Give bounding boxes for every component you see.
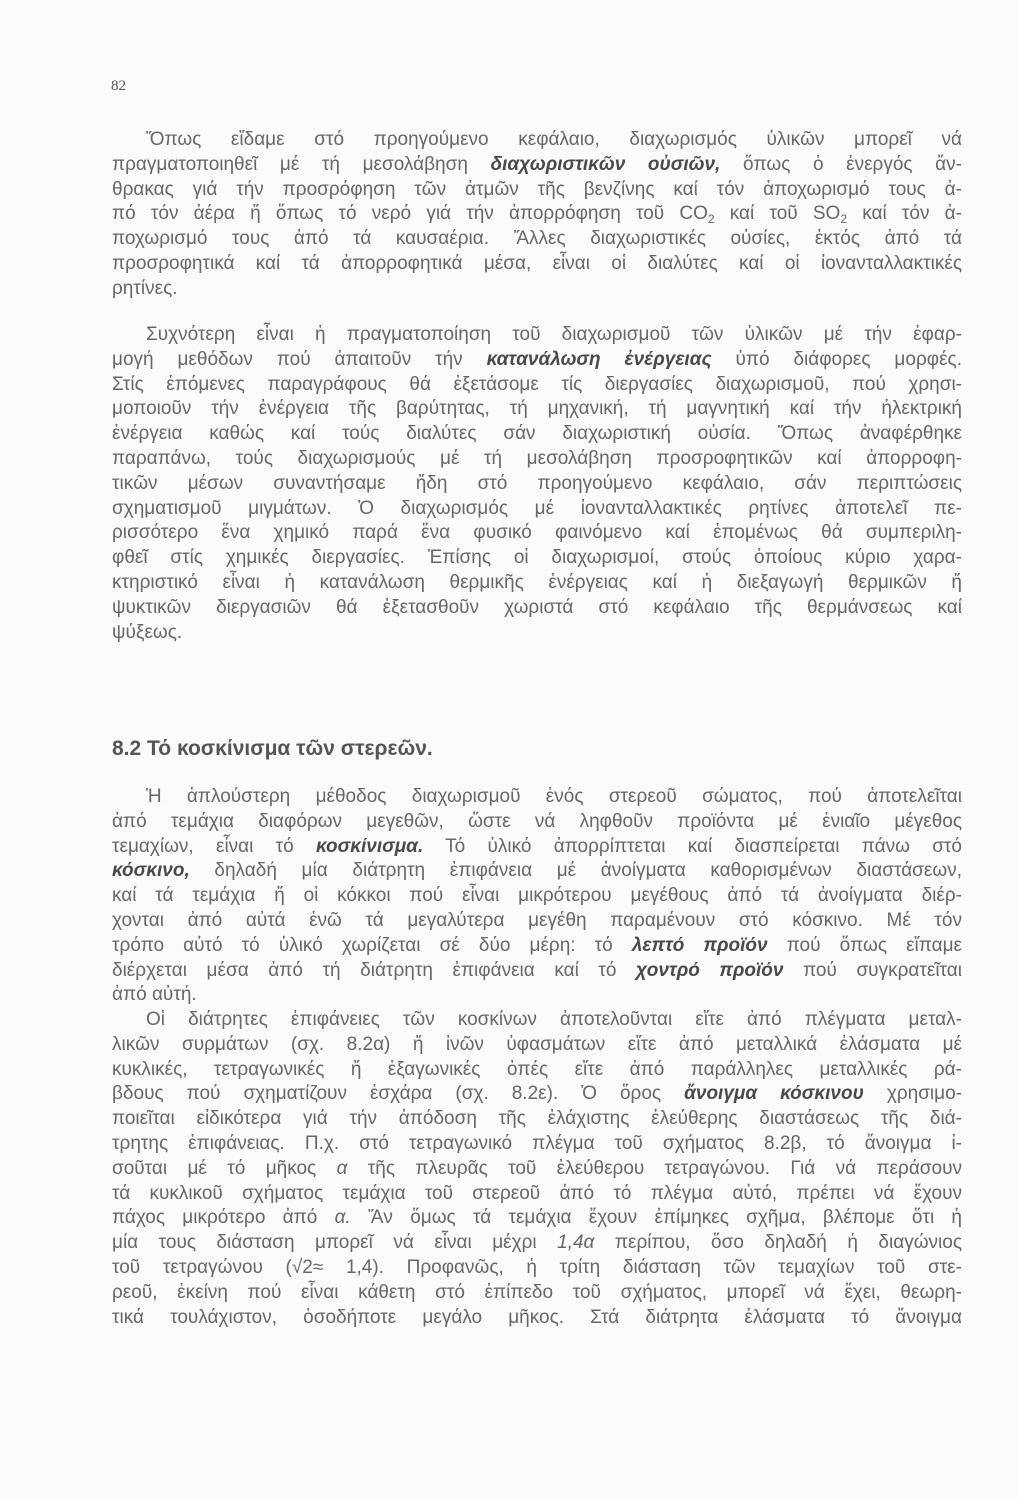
text-line [112,546,962,571]
text-line [112,785,962,810]
text-line [112,1082,962,1107]
text-line [112,1231,962,1256]
text-line [112,348,962,373]
text-segment: Ἄν ὅμως τά τεμάχια ἔχουν ἐπίμηκες σχῆμα, βλέπομε ὅτι ἡ [350,1207,962,1229]
text-segment: χρησιμο- [863,1083,962,1105]
text-segment: Οἱ διάτρητες ἐπιφάνειες τῶν κοσκίνων ἀποτελοῦνται εἴτε ἀπό πλέγματα μεταλ- [146,1009,962,1030]
text-segment: φθεῖ στίς χημικές διεργασίες. Ἐπίσης οἱ διαχωρισμοί, στούς ὁποίους κύριο χαρα- [112,547,962,569]
text-segment: τικῶν μέσων συναντήσαμε ἤδη στό προηγούμενο κεφάλαιο, σάν περιπτώσεις [112,472,962,494]
text-line [112,983,962,1008]
text-segment: σχηματισμοῦ μιγμάτων. Ὁ διαχωρισμός μέ ἰονανταλλακτικές ρητίνες ἀποτελεῖ πε- [112,497,962,519]
text-segment: ψυκτικῶν διεργασιῶν θά ἐξετασθοῦν χωριστά στό κεφάλαιο τῆς θερμάνσεως καί [112,596,962,618]
text-line [112,153,962,178]
text-segment: ποιεῖται εἰδικότερα γιά τήν ἀπόδοση τῆς ἐλάχιστης ἐλεύθερης διαστάσεως τῆς διά- [112,1108,962,1130]
text-segment: ποχωρισμό τους ἀπό τά καυσαέρια. Ἄλλες διαχωριστικές οὐσίες, ἐκτός ἀπό τά [112,228,962,250]
text-segment: ἐνέργεια καθώς καί τούς διαλύτες σάν διαχωριστική οὐσία. Ὅπως ἀναφέρθηκε [112,423,962,445]
text-segment: καί τοῦ SO [714,203,841,225]
text-segment: τικά τουλάχιστον, ὁσοδήποτε μεγάλο μῆκος. Στά διάτρητα ἐλάσματα τό ἄνοιγμα [112,1306,962,1328]
text-line [112,934,962,959]
emphasized-term: διαχωριστικῶν οὐσιῶν, [490,153,721,175]
text-segment: τά κυκλικοῦ σχήματος τεμάχια τοῦ στερεοῦ ἀπό τό πλέγμα αὐτό, πρέπει νά ἔχουν [112,1182,962,1204]
text-line [112,252,962,277]
text-line [112,1281,962,1306]
text-segment: βδους πού σχηματίζουν ἐσχάρα (σχ. 8.2ε). Ὁ ὅρος [112,1083,685,1105]
text-segment: μία τους διάσταση μπορεῖ νά εἶναι μέχρι [112,1232,558,1254]
text-line [112,497,962,522]
text-segment: πάχος μικρότερο ἀπό [112,1207,335,1229]
text-line [112,1157,962,1182]
text-segment: προσροφητικά καί τά ἀπορροφητικά μέσα, εἶναι οἱ διαλύτες καί οἱ ἰονανταλλακτικές [112,252,962,274]
text-segment: ἀπό τεμάχια διαφόρων μεγεθῶν, ὥστε νά ληφθοῦν προϊόντα μέ ἑνιαῖο μέγεθος [112,810,962,832]
text-line [112,835,962,860]
text-line [112,1008,962,1033]
text-line [112,909,962,934]
text-line [112,447,962,472]
text-segment: λικῶν συρμάτων (σχ. 8.2α) ἤ ἰνῶν ὑφασμάτων εἴτε ἀπό μεταλλικά ἐλάσματα μέ [112,1033,962,1055]
text-segment: δηλαδή μία διάτρητη ἐπιφάνεια μέ ἀνοίγματα καθορισμένων διαστάσεων, [189,860,962,882]
text-segment: κυκλικές, τετραγωνικές ἤ ἑξαγωνικές ὀπές εἴτε ἀπό παράλληλες μεταλλικές ρά- [112,1058,962,1080]
text-line [112,1256,962,1281]
text-line [112,571,962,596]
text-line [112,959,962,984]
text-segment: κτηριστικό εἶναι ἡ κατανάλωση θερμικῆς ἐνέργειας καί ἡ διεξαγωγή θερμικῶν ἤ [112,571,962,593]
text-segment: χονται ἀπό αὐτά ἐνῶ τά μεγαλύτερα μεγέθη παραμένουν στό κόσκινο. Μέ τόν [112,909,962,931]
text-segment: καί τά τεμάχια ἤ οἱ κόκκοι πού εἶναι μικρότερου μεγέθους ἀπό τά ἀνοίγματα διέρ- [112,885,962,907]
text-line [112,178,962,203]
text-line [112,128,962,153]
text-segment: α [336,1157,348,1179]
text-line [112,596,962,621]
paragraph-energy-methods [112,323,962,645]
text-segment: α. [334,1207,351,1229]
text-line [112,323,962,348]
text-segment: τῆς πλευρᾶς τοῦ ἐλεύθερου τετραγώνου. Γιά νά περάσουν [347,1157,962,1179]
text-line [112,1182,962,1207]
text-line [112,472,962,497]
text-segment: ρισσότερο ἕνα χημικό παρά ἕνα φυσικό φαινόμενο καί ἑπομένως θά συμπεριλη- [112,522,962,544]
text-segment: τοῦ τετραγώνου (√2≈ 1,4). Προφανῶς, ἡ τρίτη διάσταση τῶν τεμαχίων τοῦ στε- [112,1256,962,1278]
text-segment: Στίς ἑπόμενες παραγράφους θά ἐξετάσομε τίς διεργασίες διαχωρισμοῦ, πού χρησι- [112,373,962,395]
paragraph-sieving [112,785,962,1008]
text-segment: πού συγκρατεῖται [783,959,962,981]
text-segment: Τό ὑλικό ἀπορρίπτεται καί διασπείρεται πάνω στό [423,835,962,857]
paragraph-intro [112,128,962,302]
emphasized-term: κόσκινο, [112,860,190,882]
text-segment: ψύξεως. [112,621,183,643]
text-segment: 1,4α [557,1232,595,1254]
emphasized-term: χοντρό προϊόν [636,959,784,981]
text-segment: ρητίνες. [112,277,178,299]
text-segment: Ὅπως εἴδαμε στό προηγούμενο κεφάλαιο, διαχωρισμός ὑλικῶν μπορεῖ νά [146,129,962,150]
text-segment: ὅπως ὁ ἐνεργός ἄν- [720,153,962,175]
text-segment: πραγματοποιηθεῖ μέ τή μεσολάβηση [112,153,491,175]
emphasized-term: λεπτό προϊόν [631,934,768,956]
emphasized-term: κοσκίνισμα. [315,835,424,857]
text-line [112,810,962,835]
subscript: 2 [707,212,715,227]
text-segment: πό τόν ἀέρα ἤ ὅπως τό νερό γιά τήν ἀπορρόφηση τοῦ CO [112,203,708,225]
emphasized-term: κατανάλωση ἐνέργειας [486,348,712,370]
text-line [112,884,962,909]
text-segment: διέρχεται μέσα ἀπό τή διάτρητη ἐπιφάνεια καί τό [112,959,637,981]
text-segment: πού ὅπως εἴπαμε [767,934,963,956]
text-line [112,397,962,422]
emphasized-term: ἄνοιγμα κόσκινου [684,1083,864,1105]
text-line [112,277,962,302]
text-line [112,1107,962,1132]
text-segment: ρεοῦ, ἐκείνη πού εἶναι κάθετη στό ἐπίπεδο τοῦ σχήματος, μπορεῖ νά ἔχει, θεωρη- [112,1281,962,1303]
text-line [112,202,962,227]
paragraph-sieve-surfaces [112,1008,962,1330]
text-segment: Συχνότερη εἶναι ἡ πραγματοποίηση τοῦ διαχωρισμοῦ τῶν ὑλικῶν μέ τήν ἐφαρ- [146,324,962,345]
text-segment: τρόπο αὐτό τό ὑλικό χωρίζεται σέ δύο μέρη: τό [112,934,632,956]
text-line [112,373,962,398]
text-line [112,422,962,447]
text-line [112,1058,962,1083]
text-line [112,1132,962,1157]
text-line [112,621,962,646]
text-segment: ἀπό αὐτή. [112,984,197,1006]
text-line [112,1033,962,1058]
text-segment: περίπου, ὅσο δηλαδή ἡ διαγώνιος [594,1232,962,1254]
subscript: 2 [840,212,848,227]
text-segment: σοῦται μέ τό μῆκος [112,1157,337,1179]
section-heading: 8.2 Τό κοσκίνισμα τῶν στερεῶν. [112,737,433,760]
text-segment: τρητης ἐπιφάνειας. Π.χ. στό τετραγωνικό πλέγμα τοῦ σχήματος 8.2β, τό ἄνοιγμα ἰ- [112,1132,962,1154]
text-line [112,521,962,546]
text-segment: καί τόν ἀ- [847,203,962,225]
text-line [112,1306,962,1331]
page-number: 82 [111,78,126,94]
text-segment: μογή μεθόδων πού ἀπαιτοῦν τήν [112,348,487,370]
text-line [112,227,962,252]
text-segment: τεμαχίων, εἶναι τό [112,835,316,857]
text-segment: θρακας γιά τήν προσρόφηση τῶν ἀτμῶν τῆς βενζίνης καί τόν ἀποχωρισμό τους ἀ- [112,178,962,200]
text-segment: Ἡ ἁπλούστερη μέθοδος διαχωρισμοῦ ἑνός στερεοῦ σώματος, πού ἀποτελεῖται [146,786,962,807]
text-segment: μοποιοῦν τήν ἐνέργεια τῆς βαρύτητας, τή μηχανική, τή μαγνητική καί τήν ἠλεκτρική [112,398,962,420]
text-segment: ὑπό διάφορες μορφές. [711,348,962,370]
text-line [112,859,962,884]
text-segment: παραπάνω, τούς διαχωρισμούς μέ τή μεσολάβηση προσροφητικῶν καί ἀπορροφη- [112,447,962,469]
text-line [112,1206,962,1231]
